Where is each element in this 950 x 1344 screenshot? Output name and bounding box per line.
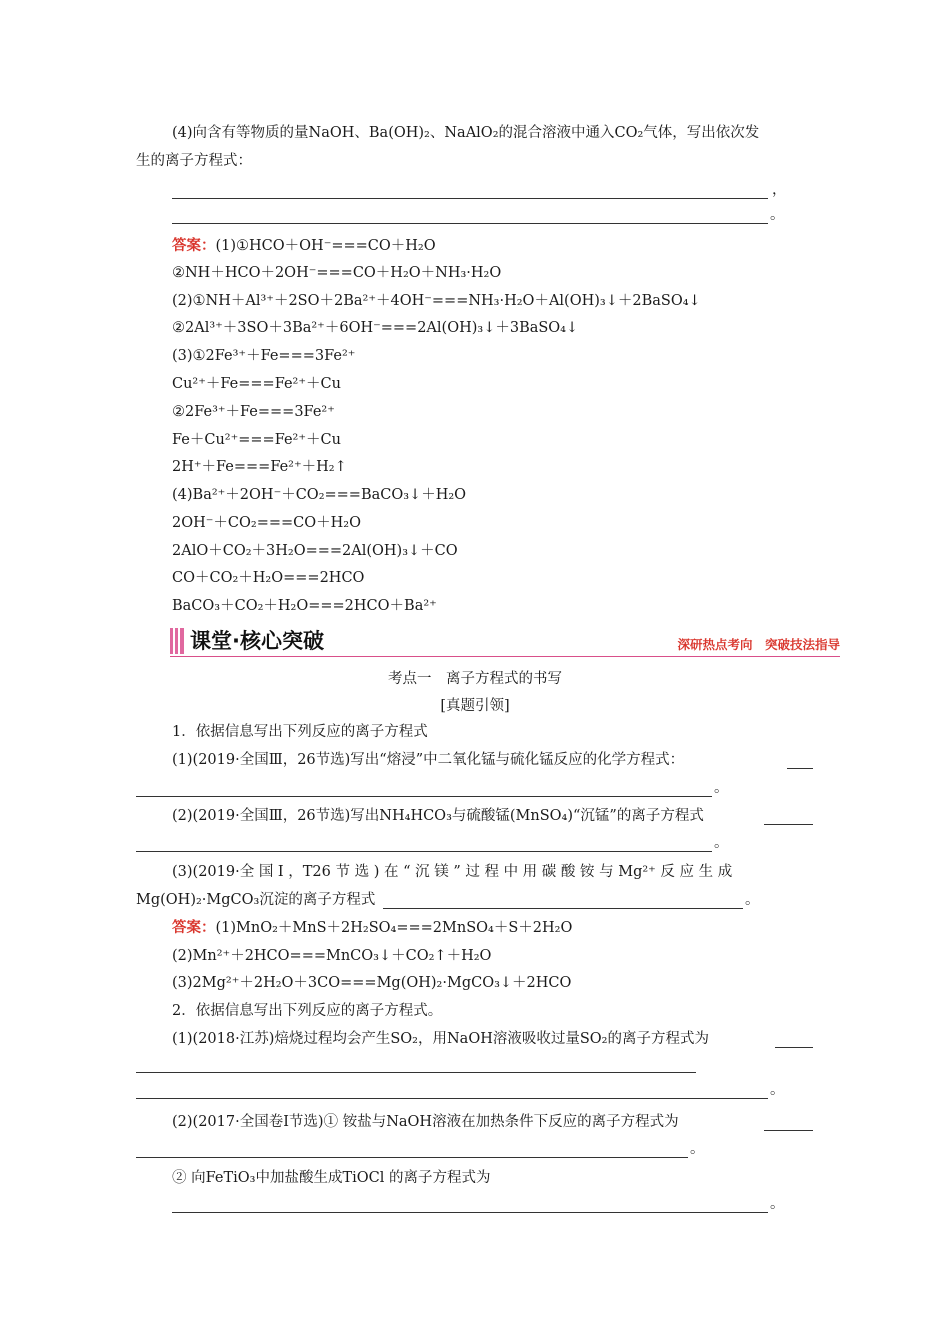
- problem2-part2-blank-a[interactable]: [764, 1130, 813, 1131]
- answer2-line: (3)2Mg²⁺＋2H₂O＋3CO===Mg(OH)₂·MgCO₃↓＋2HCO: [172, 975, 572, 991]
- period: 。: [745, 892, 760, 908]
- problem2-part3-blank[interactable]: [172, 1212, 768, 1213]
- problem1-intro: 1．依据信息写出下列反应的离子方程式: [172, 724, 428, 740]
- answer1-line: Cu²⁺＋Fe===Fe²⁺＋Cu: [172, 376, 341, 392]
- answer-label: 答案：: [172, 919, 216, 936]
- period: 。: [770, 1196, 785, 1212]
- answer1-line: Fe＋Cu²⁺===Fe²⁺＋Cu: [172, 432, 341, 448]
- problem2-part2-blank-b[interactable]: [136, 1157, 688, 1158]
- answer1-line: (3)①2Fe³⁺＋Fe===3Fe²⁺: [172, 348, 356, 364]
- answer1-line: 2H⁺＋Fe===Fe²⁺＋H₂↑: [172, 459, 347, 475]
- problem2-part1: (1)(2018·江苏)焙烧过程均会产生SO₂，用NaOH溶液吸收过量SO₂的离子方程式为: [172, 1031, 709, 1047]
- answer1-line: ②2Fe³⁺＋Fe===3Fe²⁺: [172, 404, 335, 420]
- problem2-part2: (2)(2017·全国卷Ⅰ节选)① 铵盐与NaOH溶液在加热条件下反应的离子方程式为: [172, 1114, 679, 1130]
- problem1-part2-blank-b[interactable]: [136, 851, 712, 852]
- problem1-part3-line1: (3)(2019·全 国 Ⅰ ，T26 节 选 ) 在 “ 沉 镁 ” 过 程 中 用 碳 酸 铵 与 Mg²⁺ 反 应 生 成: [172, 864, 733, 880]
- answer1-line: 2AlO＋CO₂＋3H₂O===2Al(OH)₃↓＋CO: [172, 543, 458, 559]
- problem2-intro: 2．依据信息写出下列反应的离子方程式。: [172, 1003, 443, 1019]
- problem1-part1-blank-b[interactable]: [136, 796, 712, 797]
- answer1-first-line: 答案：(1)①HCO＋OH⁻===CO＋H₂O: [172, 237, 436, 254]
- answer1-line: BaCO₃＋CO₂＋H₂O===2HCO＋Ba²⁺: [172, 598, 437, 614]
- problem1-part2-blank-a[interactable]: [764, 824, 813, 825]
- period: 。: [690, 1141, 705, 1157]
- answer1-line: ②NH＋HCO＋2OH⁻===CO＋H₂O＋NH₃·H₂O: [172, 265, 502, 281]
- answer1-line: (2)①NH＋Al³⁺＋2SO＋2Ba²⁺＋4OH⁻===NH₃·H₂O＋Al(OH)₃↓＋2BaSO₄↓: [172, 293, 701, 309]
- section-heading: 考点一 离子方程式的书写: [388, 671, 562, 687]
- banner-accent-bars: [170, 628, 184, 654]
- period: 。: [714, 780, 729, 796]
- answer2-line: (2)Mn²⁺＋2HCO===MnCO₃↓＋CO₂↑＋H₂O: [172, 948, 492, 964]
- answer2-first-line: 答案：(1)MnO₂＋MnS＋2H₂SO₄===2MnSO₄＋S＋2H₂O: [172, 919, 573, 936]
- period: 。: [714, 835, 729, 851]
- banner-tagline: 深研热点考向 突破技法指导: [677, 637, 840, 652]
- answer1-line: (4)Ba²⁺＋2OH⁻＋CO₂===BaCO₃↓＋H₂O: [172, 487, 467, 503]
- q4-line2: 生的离子方程式：: [136, 153, 252, 169]
- answer1-line: CO＋CO₂＋H₂O===2HCO: [172, 570, 365, 586]
- q4-answer-blank-2[interactable]: [172, 223, 768, 224]
- answer1-line: ②2Al³⁺＋3SO＋3Ba²⁺＋6OH⁻===2Al(OH)₃↓＋3BaSO₄↓: [172, 320, 579, 336]
- problem1-part3-line2: Mg(OH)₂·MgCO₃沉淀的离子方程式: [136, 892, 376, 908]
- period: 。: [770, 1082, 785, 1098]
- q4-period: 。: [770, 207, 785, 223]
- answer-label: 答案：: [172, 237, 216, 254]
- answer1-line: 2OH⁻＋CO₂===CO＋H₂O: [172, 515, 361, 531]
- problem2-part1-blank-a[interactable]: [775, 1047, 813, 1048]
- q4-answer-blank-1[interactable]: [172, 198, 768, 199]
- problem1-part1-blank-a[interactable]: [787, 768, 813, 769]
- problem2-part1-blank-b[interactable]: [136, 1072, 696, 1073]
- problem1-part1: (1)(2019·全国Ⅲ，26节选)写出“熔浸”中二氧化锰与硫化锰反应的化学方程式：: [172, 752, 685, 768]
- problem1-part2: (2)(2019·全国Ⅲ，26节选)写出NH₄HCO₃与硫酸锰(MnSO₄)“沉锰”的离子方程式: [172, 808, 704, 824]
- problem2-part1-blank-c[interactable]: [136, 1098, 768, 1099]
- section-subheading: [真题引领]: [440, 698, 510, 714]
- banner-title: 课堂·核心突破: [190, 629, 324, 653]
- q4-comma: ，: [772, 182, 787, 198]
- problem1-part3-blank[interactable]: [383, 908, 743, 909]
- problem2-part3: ② 向FeTiO₃中加盐酸生成TiOCl 的离子方程式为: [172, 1170, 491, 1186]
- banner-rule: [170, 656, 840, 657]
- section-banner: [170, 626, 840, 658]
- q4-line1: (4)向含有等物质的量NaOH、Ba(OH)₂、NaAlO₂的混合溶液中通入CO₂气体，写出依次发: [172, 125, 760, 141]
